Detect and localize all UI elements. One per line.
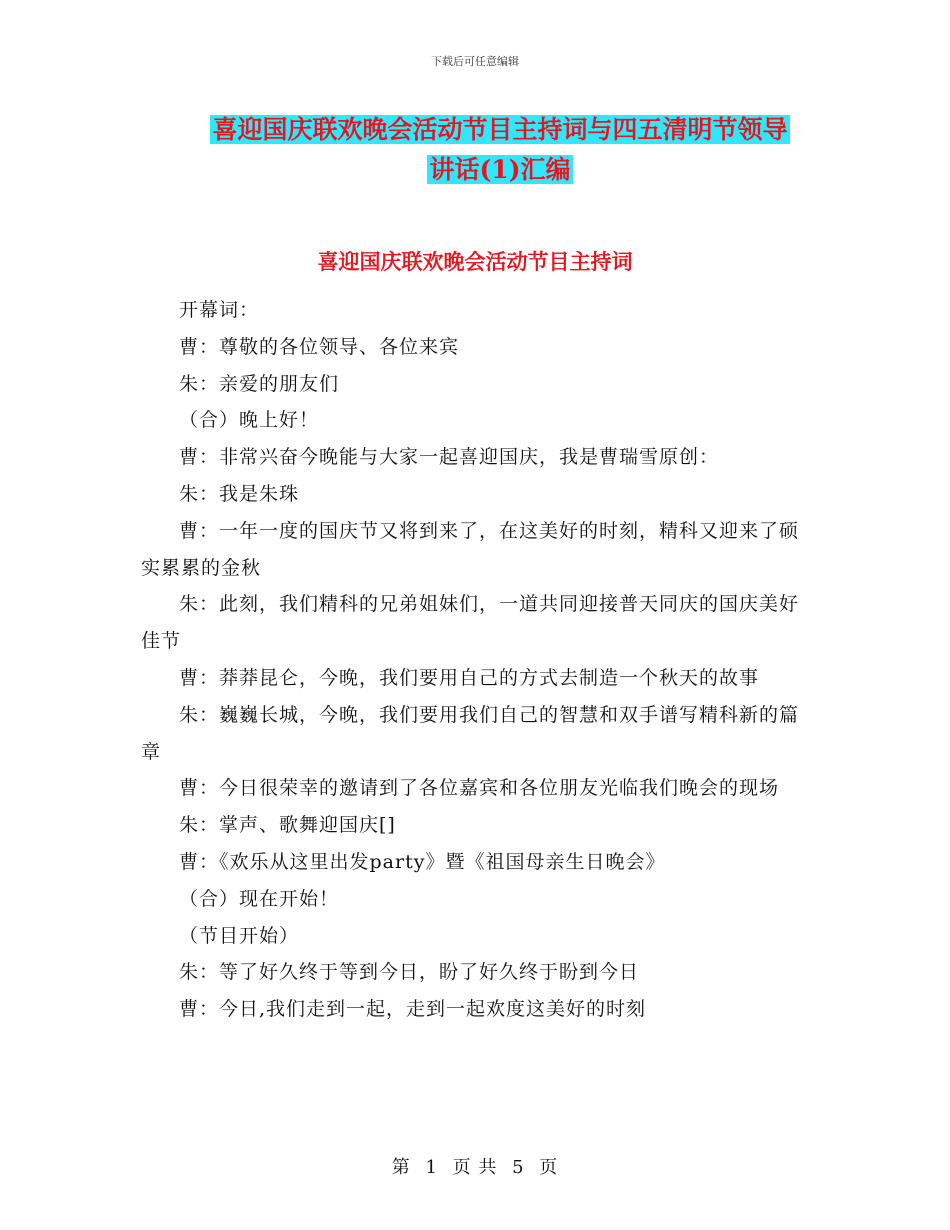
page-mid: 页 共 [452,1157,498,1178]
document-title [140,110,860,190]
paragraph: 曹：今日很荣幸的邀请到了各位嘉宾和各位朋友光临我们晚会的现场 [179,777,780,800]
paragraph: 曹：《欢乐从这里出发party》暨《祖国母亲生日晚会》 [179,850,666,873]
paragraph: 朱：我是朱珠 [179,482,300,505]
paragraph: 曹：尊敬的各位领导、各位来宾 [179,335,460,358]
paragraph: （节目开始） [179,924,300,947]
paragraph: （合）晚上好！ [179,409,320,432]
paragraph: 曹：莽莽昆仑，今晚，我们要用自己的方式去制造一个秋天的故事 [179,666,760,689]
paragraph: 朱：等了好久终于等到今日，盼了好久终于盼到今日 [179,961,640,984]
document-title-line-2: 讲话(1)汇编 [429,155,571,184]
paragraph: 曹：今日,我们走到一起，走到一起欢度这美好的时刻 [179,998,647,1021]
page-total: 5 [512,1157,525,1178]
document-body [141,292,801,1028]
document-title-line-1: 喜迎国庆联欢晚会活动节目主持词与四五清明节领导 [212,115,788,144]
page-footer [0,1153,950,1179]
paragraph: 曹：一年一度的国庆节又将到来了，在这美好的时刻，精科又迎来了硕实累累的金秋 [141,519,800,579]
header-note: 下载后可任意编辑 [431,55,519,68]
paragraph: 朱：掌声、歌舞迎国庆[] [179,814,396,837]
paragraph: 朱：巍巍长城，今晚，我们要用我们自己的智慧和双手谱写精科新的篇章 [141,703,800,763]
paragraph: 朱：亲爱的朋友们 [179,372,340,395]
paragraph: 曹：非常兴奋今晚能与大家一起喜迎国庆，我是曹瑞雪原创： [179,446,720,469]
paragraph: 朱：此刻，我们精科的兄弟姐妹们，一道共同迎接普天同庆的国庆美好佳节 [141,593,800,653]
section-title: 喜迎国庆联欢晚会活动节目主持词 [317,249,633,274]
page-prefix: 第 [391,1157,411,1178]
page-number: 1 [425,1157,438,1178]
page-suffix: 页 [539,1157,559,1178]
paragraph: 开幕词： [179,299,260,321]
paragraph: （合）现在开始！ [179,887,340,910]
